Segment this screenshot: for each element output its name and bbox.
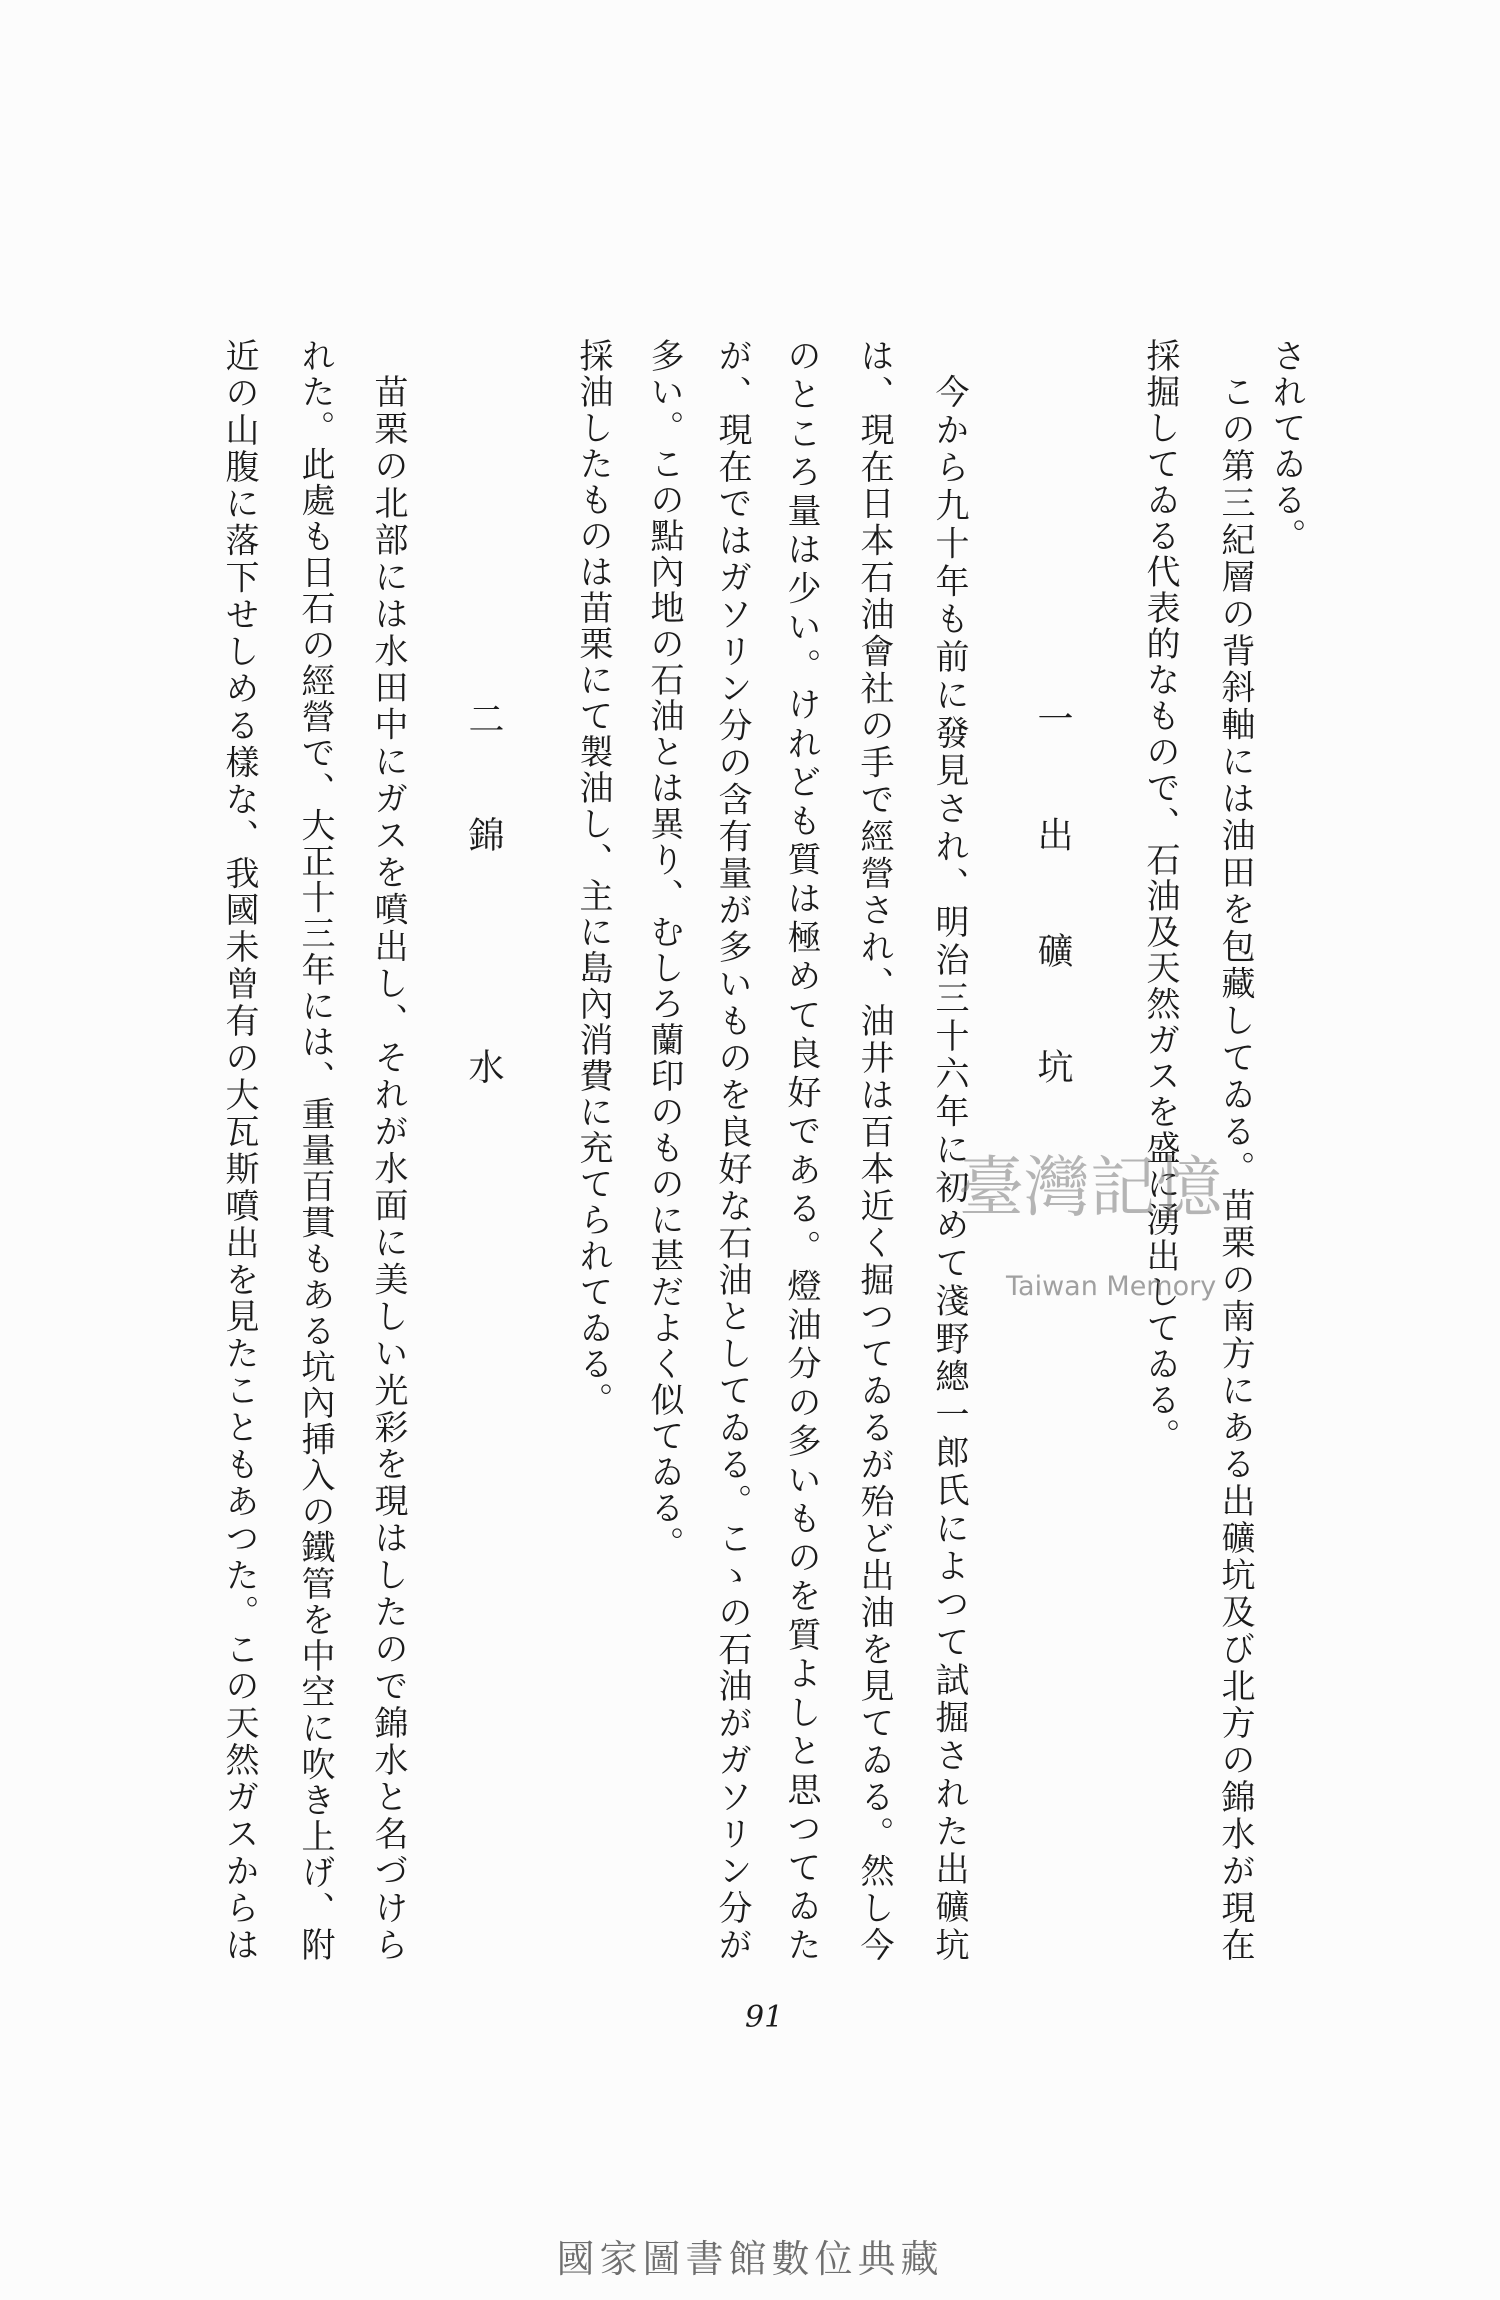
page-number: 91 xyxy=(745,2000,784,2035)
body-text-column: は、現在日本石油會社の手で經營され、油井は百本近く掘つてゐるが殆ど出油を見てゐる。然し今 xyxy=(854,338,894,1963)
body-text-column: が、現在ではガソリン分の含有量が多いものを良好な石油としてゐる。こゝの石油がガソリン分が xyxy=(712,338,752,1963)
body-text-column: されてゐる。 xyxy=(1266,338,1306,554)
body-text-column: 多い。この點內地の石油とは異り、むしろ蘭印のものに甚だよく似てゐる。 xyxy=(644,338,684,1562)
watermark-logo-subtitle: Taiwan Memory xyxy=(1006,1271,1217,1302)
footer-archive-credit: 國家圖書館數位典藏 xyxy=(556,2237,944,2281)
body-text-column: 今から九十年も前に發見され、明治三十六年に初めて淺野總一郎氏によつて試掘された出礦坑 xyxy=(929,374,969,1964)
section-heading: 一 出 礦 坑 xyxy=(1032,700,1073,1106)
section-heading: 二 錦 水 xyxy=(463,700,504,1106)
watermark-logo: 臺灣記憶 xyxy=(958,1149,1222,1226)
body-text-column: この第三紀層の背斜軸には油田を包藏してゐる。苗栗の南方にある出礦坑及び北方の錦水が現在 xyxy=(1215,374,1255,1964)
body-text-column: 採油したものは苗栗にて製油し、主に島內消費に充てられてゐる。 xyxy=(573,338,613,1418)
body-text-column: のところ量は少い。けれども質は極めて良好である。燈油分の多いものを質よしと思つてゐた xyxy=(781,338,821,1964)
body-text-column: 近の山腹に落下せしめる樣な、我國未曾有の大瓦斯噴出を見たこともあつた。この天然ガスからは xyxy=(219,338,259,1964)
body-text-column: 苗栗の北部には水田中にガスを噴出し、それが水面に美しい光彩を現はしたので錦水と名づけら xyxy=(368,374,408,1964)
body-text-column: れた。此處も日石の經營で、大正十三年には、重量百貫もある坑內挿入の鐵管を中空に吹き上げ、附 xyxy=(295,338,335,1964)
body-text-column: 採掘してゐる代表的なもので、石油及天然ガスを盛に湧出してゐる。 xyxy=(1140,338,1180,1454)
